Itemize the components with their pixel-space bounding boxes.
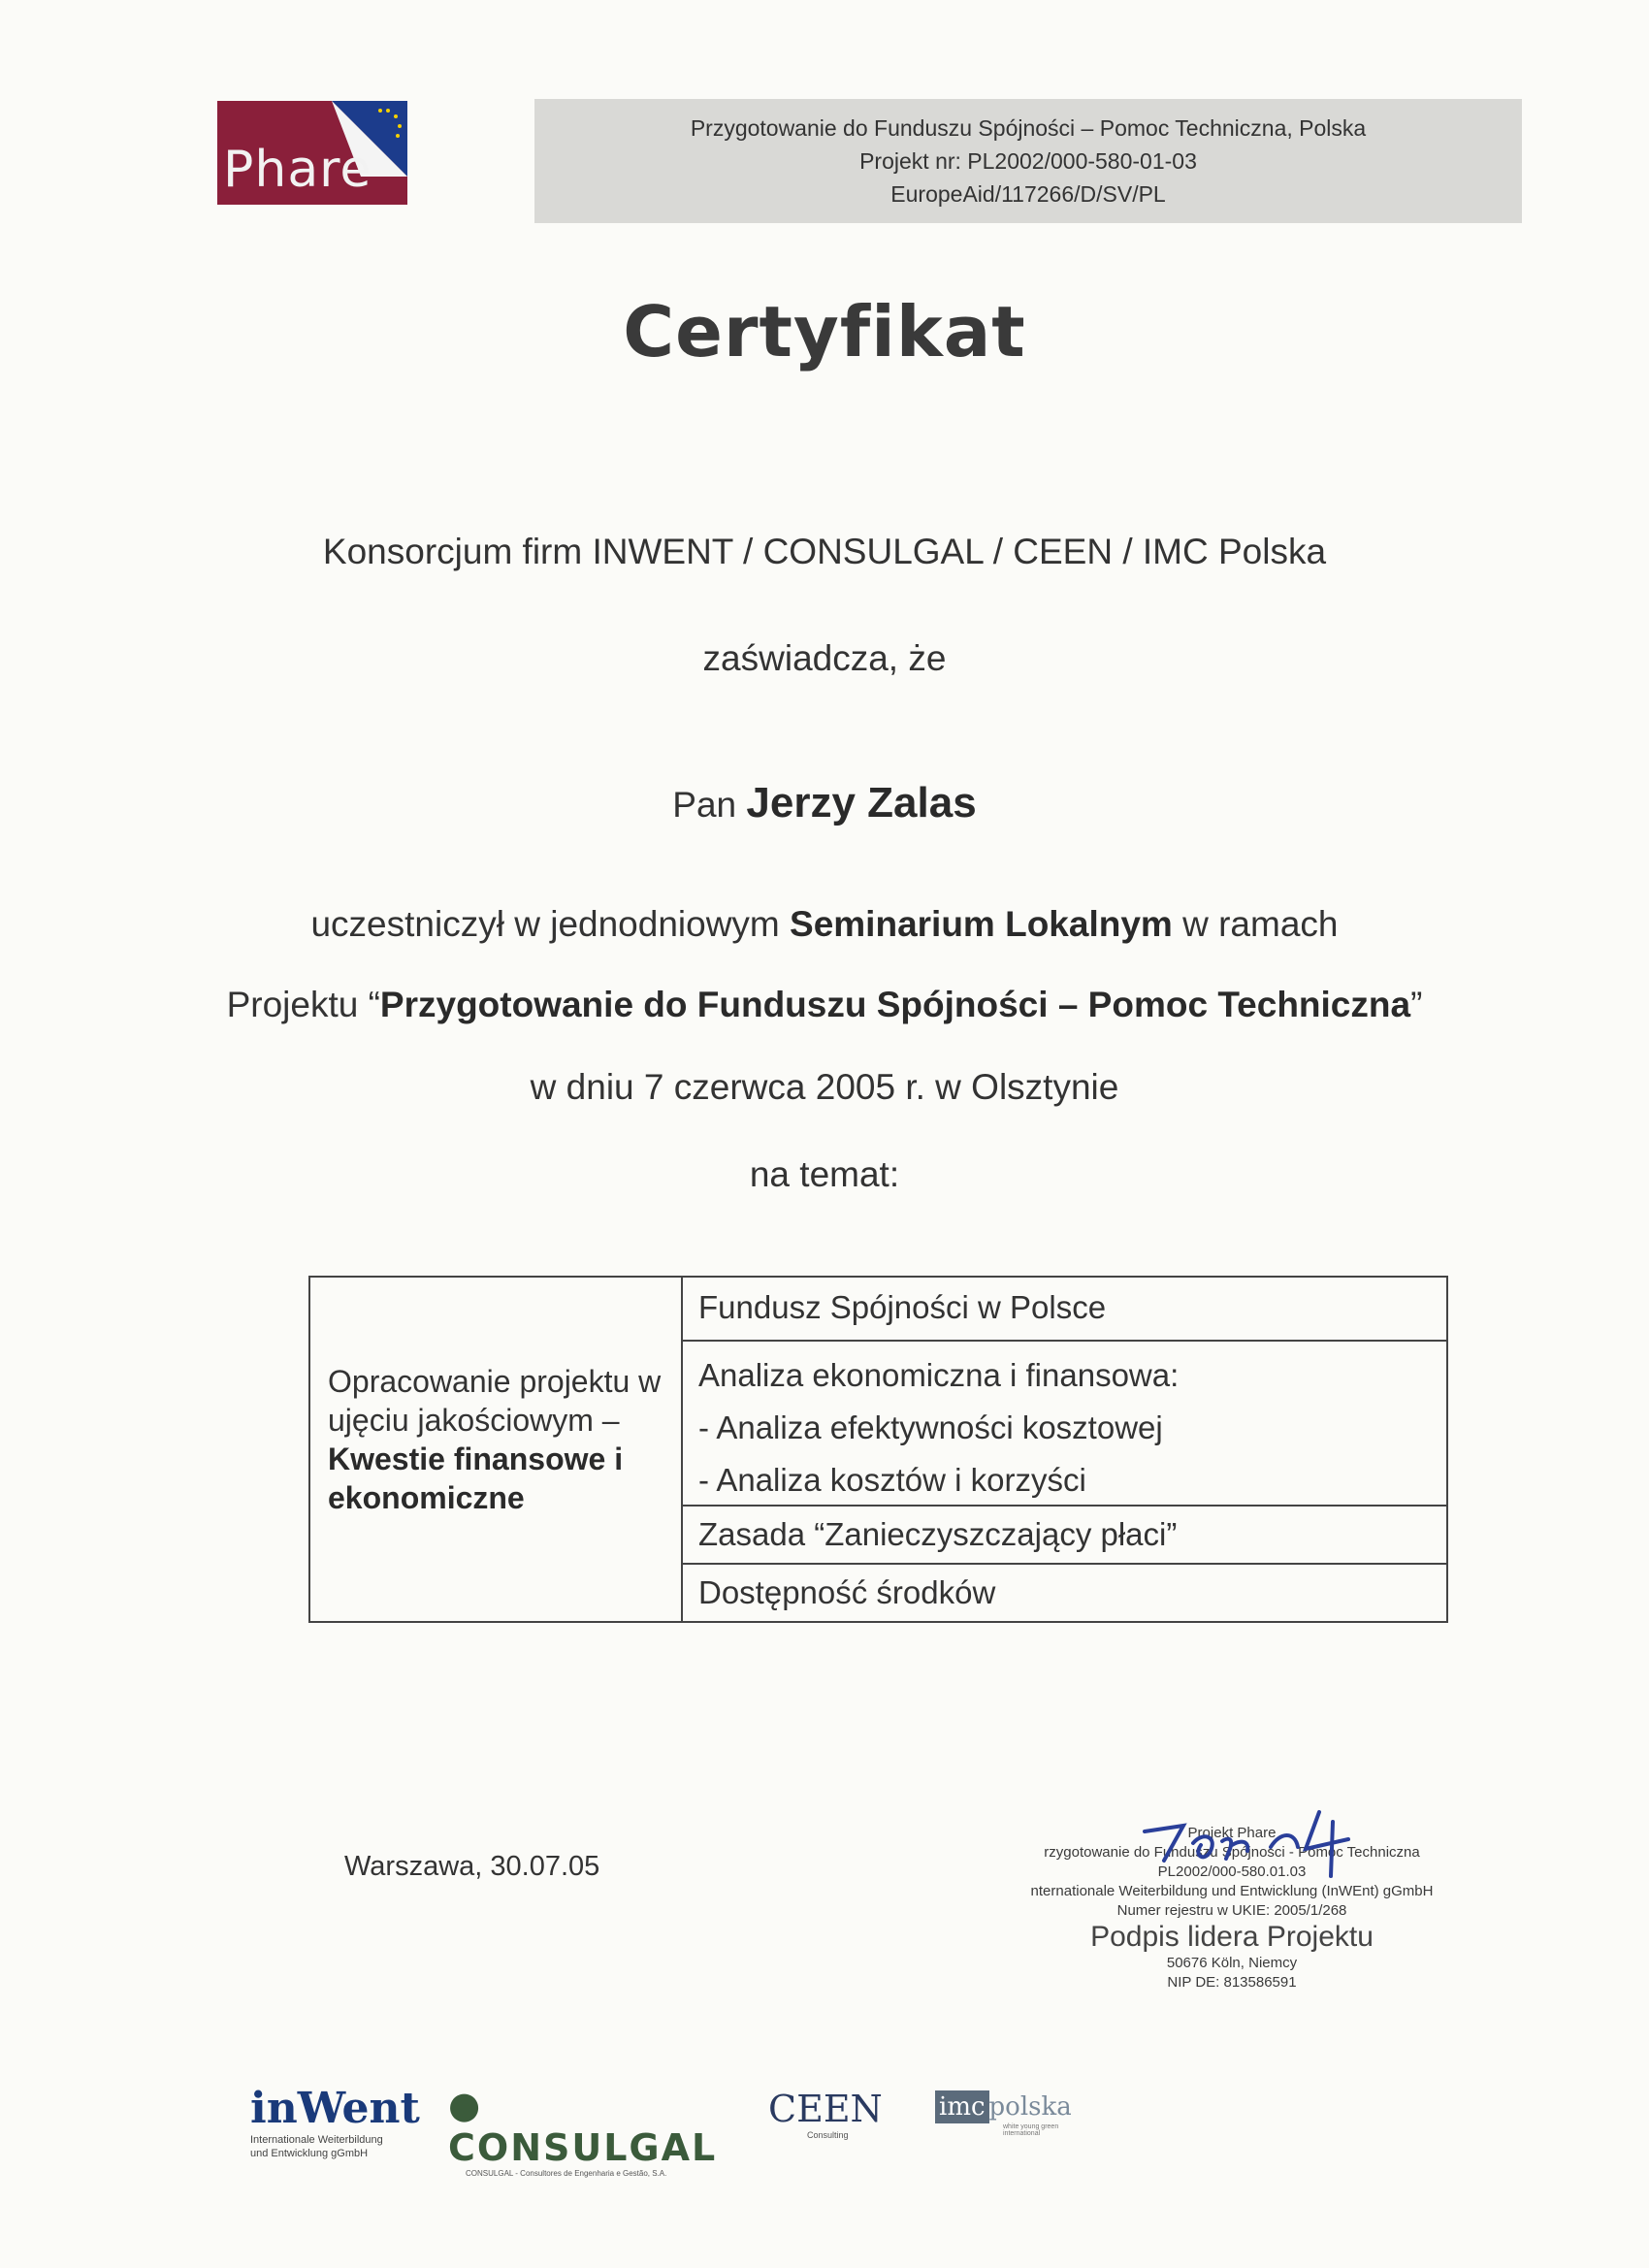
project-post: ” xyxy=(1410,985,1423,1024)
subtopic-text: Analiza ekonomiczna i finansowa: xyxy=(698,1357,1180,1393)
phare-logo-text: Phare xyxy=(223,141,372,199)
stamp-line: PL2002/000-580.01.03 xyxy=(1157,1863,1307,1880)
stamp-line: 50676 Köln, Niemcy xyxy=(1166,1955,1298,1971)
ceen-logo xyxy=(768,2088,885,2140)
participation-post: w ramach xyxy=(1182,904,1339,944)
recipient-name: Jerzy Zalas xyxy=(746,779,977,826)
name-prefix: Pan xyxy=(672,785,737,825)
project-line xyxy=(0,985,1649,1025)
table-row xyxy=(683,1565,1446,1621)
inwent-sub: und Entwicklung gGmbH xyxy=(250,2148,369,2159)
topic-main-bold: Kwestie finansowe i ekonomiczne xyxy=(328,1442,624,1515)
project-name: Przygotowanie do Funduszu Spójności – Pomoc Techniczna xyxy=(379,985,1411,1024)
topic-main-text: Opracowanie projektu w ujęciu jakościowym – xyxy=(328,1364,662,1438)
topic-intro: na temat: xyxy=(749,1154,900,1194)
stamp-line: rzygotowanie do Funduszu Spójności - Pomoc Techniczna xyxy=(1044,1844,1420,1861)
imc-logo xyxy=(935,2090,1081,2137)
topic-table xyxy=(308,1276,1448,1623)
subtopic-text: - Analiza efektywności kosztowej xyxy=(698,1409,1163,1445)
table-row xyxy=(683,1278,1446,1342)
certificate-title: Certyfikat xyxy=(623,291,1026,373)
stamp-line: nternationale Weiterbildung und Entwicklung (InWEnt) gGmbH xyxy=(1030,1883,1434,1899)
consulgal-sub: CONSULGAL - Consultores de Engenharia e Gestão, S.A. xyxy=(466,2169,667,2178)
signature-caption: Podpis lidera Projektu xyxy=(1090,1921,1374,1953)
certifies-line: zaświadcza, że xyxy=(702,638,947,678)
seminar-name: Seminarium Lokalnym xyxy=(790,904,1173,944)
inwent-sub: Internationale Weiterbildung xyxy=(250,2134,383,2146)
recipient-line xyxy=(0,779,1649,827)
stamp-line: NIP DE: 813586591 xyxy=(1167,1974,1297,1991)
inwent-logo xyxy=(250,2084,425,2160)
header-line: Przygotowanie do Funduszu Spójności – Pomoc Techniczna, Polska xyxy=(690,115,1367,141)
stamp-line: Projekt Phare xyxy=(1187,1825,1277,1841)
topic-subtopics xyxy=(683,1278,1446,1621)
subtopic-text: - Analiza kosztów i korzyści xyxy=(698,1462,1086,1498)
date-place-line: w dniu 7 czerwca 2005 r. w Olsztynie xyxy=(530,1067,1119,1107)
consortium-line: Konsorcjum firm INWENT / CONSULGAL / CEEN / IMC Polska xyxy=(322,532,1327,571)
project-header xyxy=(534,99,1522,223)
stamp-line: Numer rejestru w UKIE: 2005/1/268 xyxy=(1116,1902,1347,1919)
consulgal-logo-text: CONSULGAL xyxy=(448,2126,718,2169)
subtopic-text: Zasada “Zanieczyszczający płaci” xyxy=(698,1516,1178,1552)
imc-logo-box: imc xyxy=(935,2090,989,2123)
consulgal-logo xyxy=(448,2084,729,2178)
ceen-logo-text: CEEN xyxy=(768,2088,883,2130)
table-row xyxy=(683,1507,1446,1565)
table-row xyxy=(683,1342,1446,1507)
project-pre: Projektu “ xyxy=(226,985,380,1024)
participation-pre: uczestniczył w jednodniowym xyxy=(310,904,780,944)
inwent-logo-text: inWent xyxy=(250,2084,420,2133)
subtopic-text: Dostępność środków xyxy=(698,1574,996,1610)
participation-line xyxy=(0,904,1649,945)
phare-logo xyxy=(217,101,407,205)
imc-sub: white young green international xyxy=(1003,2123,1059,2137)
ceen-sub: Consulting xyxy=(807,2130,849,2140)
topic-main-cell xyxy=(310,1278,683,1621)
header-line: Projekt nr: PL2002/000-580-01-03 xyxy=(859,148,1197,174)
subtopic-text: Fundusz Spójności w Polsce xyxy=(698,1289,1107,1325)
place-date: Warszawa, 30.07.05 xyxy=(344,1851,600,1882)
signature-icon xyxy=(1125,1802,1436,1880)
header-line: EuropeAid/117266/D/SV/PL xyxy=(890,181,1166,207)
imc-logo-text: polska xyxy=(988,2092,1072,2122)
consulgal-globe-icon: ● xyxy=(448,2084,483,2126)
